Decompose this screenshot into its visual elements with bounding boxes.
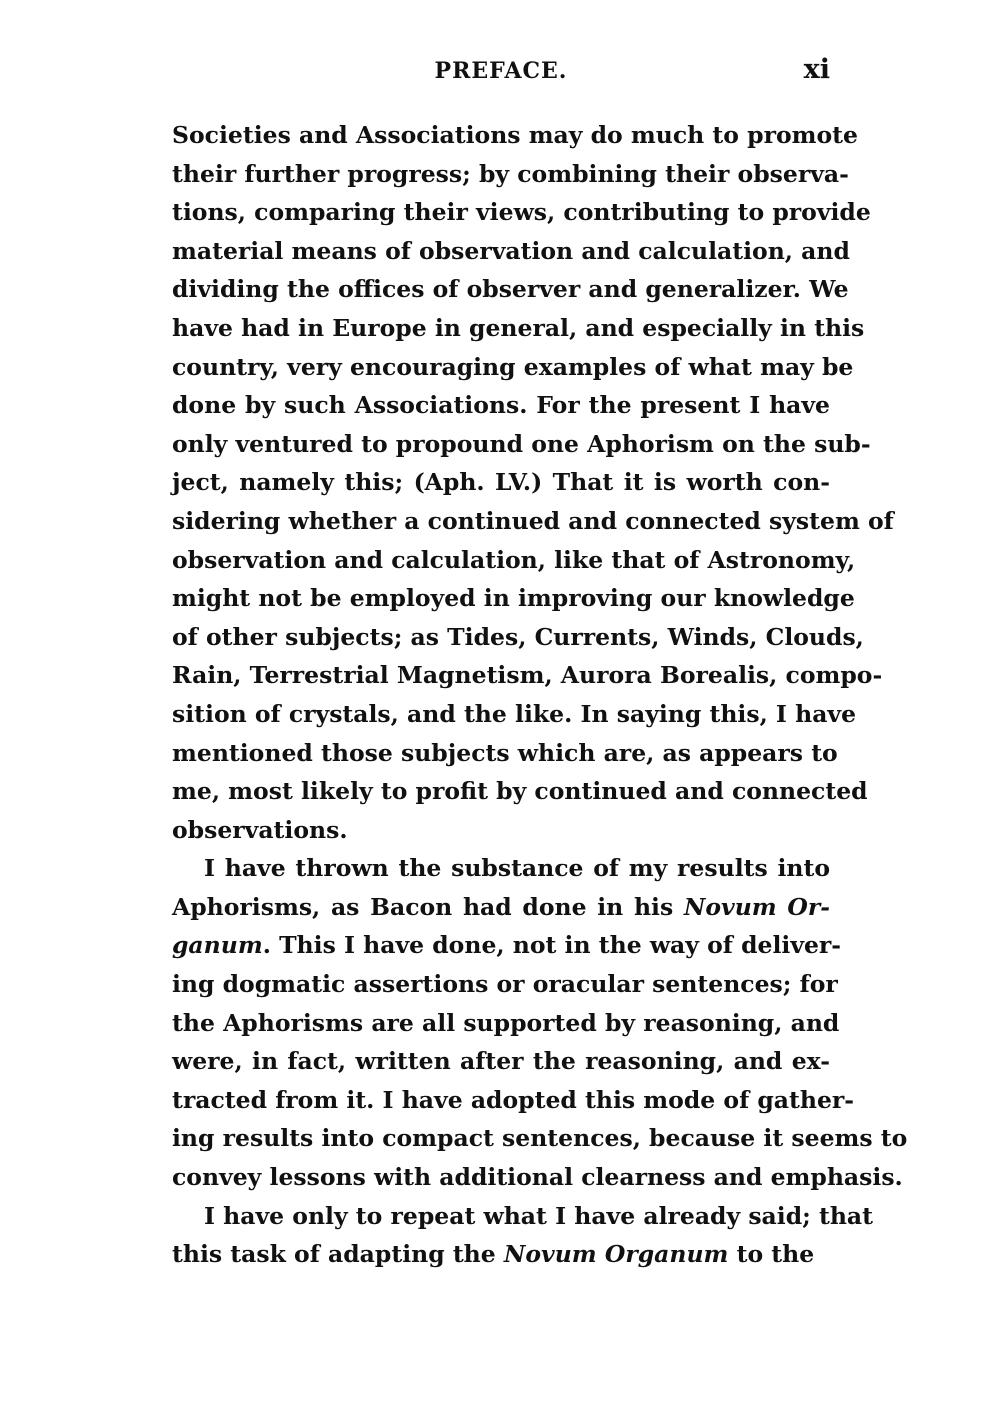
running-title: PREFACE. [434,58,568,84]
text-line: convey lessons with additional clearness and emphasis. [172,1163,903,1192]
text-line: Societies and Associations may do much to promote [172,121,858,149]
text-line: observations. [172,815,348,844]
running-header [172,54,830,98]
text-line: ject, namely this; (Aph. LV.) That it is worth con- [172,468,830,497]
body-text [172,116,908,1274]
text-line: sition of crystals, and the like. In saying this, I have [172,699,857,728]
text-line: Aphorisms, as Bacon had done in his Novum Or- [172,892,830,921]
text-line: mentioned those subjects which are, as appears to [172,738,838,767]
text-line: ing dogmatic assertions or oracular sentences; for [172,970,838,999]
text-line: I have thrown the substance of my results into [204,854,830,883]
text-line: material means of observation and calculation, and [172,236,850,265]
text-line: country, very encouraging examples of what may be [172,352,854,381]
text-line: have had in Europe in general, and especially in this [172,313,865,342]
page-number: xi [803,54,830,85]
text-line: me, most likely to profit by continued and connected [172,777,868,806]
text-line: their further progress; by combining their observa- [172,159,849,188]
text-line: tions, comparing their views, contributing to provide [172,198,871,227]
text-line: done by such Associations. For the present I have [172,391,830,420]
text-line: Rain, Terrestrial Magnetism, Aurora Borealis, compo- [172,661,883,690]
text-line: were, in fact, written after the reasoning, and ex- [172,1047,830,1076]
text-line: ing results into compact sentences, because it seems to [172,1124,908,1153]
text-line: ganum. This I have done, not in the way of deliver- [172,931,842,960]
text-line: the Aphorisms are all supported by reasoning, and [172,1008,840,1037]
text-line: observation and calculation, like that of Astronomy, [172,545,856,574]
text-line: might not be employed in improving our knowledge [172,584,855,613]
text-line: dividing the offices of observer and generalizer. We [172,275,849,304]
text-line: this task of adapting the Novum Organum to the [172,1240,815,1269]
text-line: sidering whether a continued and connected system of [172,506,894,535]
text-line: I have only to repeat what I have already said; that [204,1201,874,1230]
text-line: of other subjects; as Tides, Currents, Winds, Clouds, [172,622,864,651]
text-line: only ventured to propound one Aphorism on the sub- [172,429,871,458]
text-line: tracted from it. I have adopted this mode of gather- [172,1085,855,1114]
